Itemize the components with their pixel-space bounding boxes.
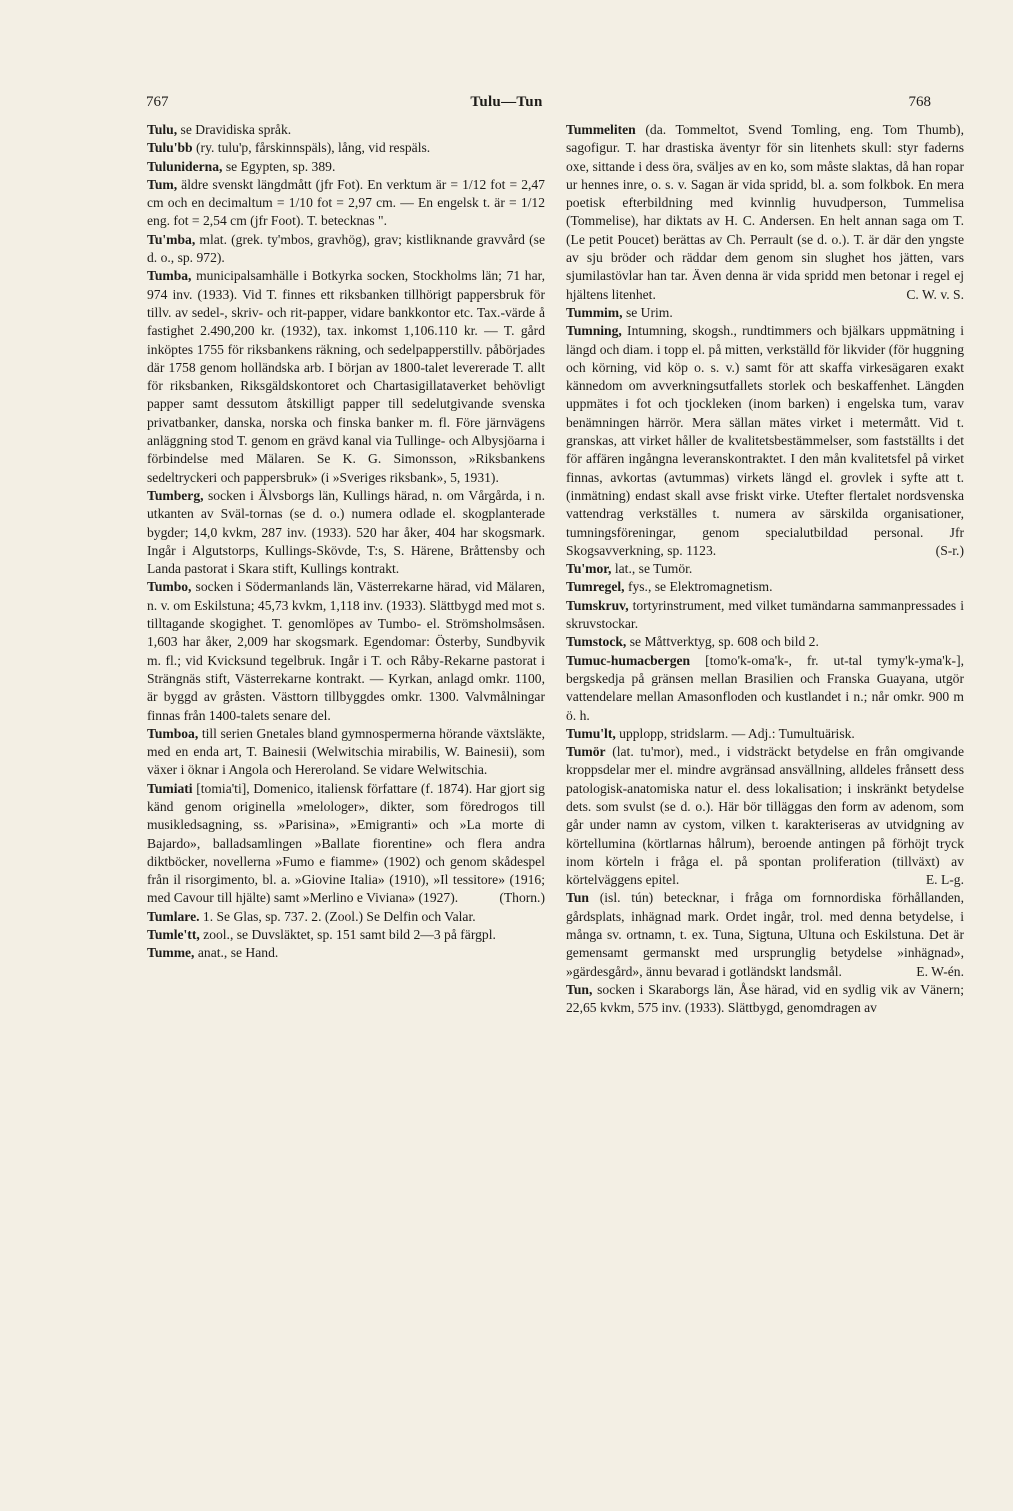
entry-text: tortyrinstrument, med vilket tumändarna sammanpressades i skruvstockar. (566, 597, 964, 632)
dictionary-entry (566, 121, 964, 304)
entry-signature: (S-r.) (935, 542, 964, 558)
running-title: Tulu—Tun (470, 94, 543, 110)
entry-headword: Tumning, (566, 323, 622, 339)
dictionary-entry (147, 176, 545, 231)
entry-text: Intumning, skogsh., rundtimmers och bjälkars uppmätning i längd och diam. i topp el. på mitten, verkställd för likvider (för huggning och körning, vid köp o. s. v.) samt för att skaffa virkesägaren exakt kännedom om avverkningsutfallets storlek och beskaffenhet. Längden uppmätes i fot och tjockleken (inom barken) i engelska tum, varav benämningen härrör. Mera sällan mätes virket i metermått. Vid t. granskas, att virket håller de kvalitetsbestämmelser, som fastställts i det för affären ingångna leveranskontraktet. I den mån kvalitetsfel på virket finnas, avkortas (avtummas) virkets längd el. grovlek i syfte att t. (inmätning) endast skall avse friskt virke. Utefter flertalet nordsvenska vattendrag verkställes t. numera av särskilda organisationer, tumningsföreningar, genom specialutbildad personal. Jfr Skogsavverkning, sp. 1123. (566, 323, 964, 558)
entry-headword: Tumstock, (566, 634, 627, 650)
entry-headword: Tumberg, (147, 487, 204, 503)
entry-text: mlat. (grek. ty'mbos, gravhög), grav; kistliknande gravvård (se d. o., sp. 972). (147, 231, 545, 266)
dictionary-entry (147, 231, 545, 268)
dictionary-entry (566, 560, 964, 578)
dictionary-entry (566, 304, 964, 322)
entry-text: zool., se Duvsläktet, sp. 151 samt bild 2—3 på färgpl. (203, 927, 496, 943)
entry-headword: Tumör (566, 744, 606, 760)
dictionary-entry (147, 780, 545, 908)
entry-headword: Tumregel, (566, 579, 625, 595)
dictionary-entry (147, 926, 545, 944)
entry-text: socken i Älvsborgs län, Kullings härad, n. om Vårgårda, i n. utkanten av Sväl-tornas (se d. o.) numera odlade el. skogplanterade bygder; 14,0 kvkm, 287 inv. (1933). 520 har åker, 404 har skogsmark. Ingår i Algutstorps, Kullings-Skövde, T:s, S. Härene, Bråttensby och Landa pastorat i Skara stift, Kullings kontrakt. (147, 487, 545, 577)
entry-headword: Tumbo, (147, 579, 192, 595)
entry-text: äldre svenskt längdmått (jfr Fot). En verktum är = 1/12 fot = 2,47 cm och en decimaltum = 1/10 fot = 2,97 cm. — En engelsk t. är = 1/12 eng. fot = 2,54 cm (jfr Foot). T. betecknas ". (147, 176, 545, 229)
entry-text: (da. Tommeltot, Svend Tomling, eng. Tom Thumb), sagofigur. T. har drastiska äventyr för sin litenhets skull: styr faderns oxe, sittande i dess öra, sväljes av en ko, som måste slaktas, då han ropar ur hennes inre, o. s. v. Sagan är vida spridd, bl. a. som folkbok. En mera poetisk efterbildning med kvinnlig huvudperson, Tummelisa (Tommelise), har diktats av H. C. Andersen. En helt annan saga om T. (Le petit Poucet) berättas av Ch. Perrault (se d. o.). T. är där den yngste av sju bröder och räddar dem genom sin slughet hos jätten, vars sjumilastövlar han tar. Även denna är vida spridd men betonar i regel ej hjältens litenhet. (566, 122, 964, 302)
entry-text: (isl. tún) betecknar, i fråga om fornnordiska förhållanden, gårdsplats, inhägnad mark. Ordet ingår, trol. med denna betydelse, i många sv. ortnamn, t. ex. Tuna, Sigtuna, Ultuna och Eskilstuna. Det är gemensamt germanskt med ursprunglig betydelse »inhägnad», »gärdesgård», ännu bevarad i gotländskt landsmål. (566, 890, 964, 979)
dictionary-entry (147, 158, 545, 176)
dictionary-entry (566, 725, 964, 743)
entry-headword: Tulu, (147, 122, 178, 137)
right-column (566, 121, 964, 1018)
dictionary-entry (566, 889, 964, 980)
entry-headword: Tumboa, (147, 725, 199, 741)
left-column (147, 121, 545, 963)
entry-text: [tomia'ti], Domenico, italiensk författare (f. 1874). Har gjort sig känd genom originella »melologer», dikter, som föredrogos till musikledsagning, ss. »Parisina», »Emigranti» och »La morte di Bajardo», balladsamlingen »Ballate fiorentine» och flera andra diktböcker, novellerna »Fumo e fiamme» (1902) och genom skådespel från il risorgimento, bl. a. »Giovine Italia» (1910), »Il tessitore» (1916; med Cavour till hjälte) samt »Merlino e Viviana» (1927). (147, 780, 545, 906)
entry-text: se Måttverktyg, sp. 608 och bild 2. (629, 634, 819, 650)
dictionary-entry (566, 633, 964, 651)
entry-headword: Tulu'bb (147, 140, 193, 156)
dictionary-entry (147, 944, 545, 962)
entry-headword: Tumuc-humacbergen (566, 652, 691, 668)
dictionary-entry (566, 743, 964, 889)
entry-text: [tomo'k-oma'k-, fr. ut-tal tymy'k-yma'k-], bergskedja på gränsen mellan Brasilien och Franska Guayana, utgör vattendelare mellan Amasonfloden och kustlandet i n.; når omkr. 900 m ö. h. (566, 652, 964, 723)
entry-headword: Tun, (566, 981, 593, 997)
dictionary-entry (566, 322, 964, 560)
entry-signature: (Thorn.) (499, 890, 545, 906)
entry-signature: E. W-én. (916, 963, 964, 979)
entry-signature: E. L-g. (925, 872, 964, 888)
entry-text: (ry. tulu'p, fårskinnspäls), lång, vid respäls. (196, 140, 431, 156)
entry-headword: Tumiati (147, 780, 193, 796)
dictionary-entry (147, 725, 545, 780)
entry-text: socken i Södermanlands län, Västerrekarne härad, vid Mälaren, n. v. om Eskilstuna; 45,73 kvkm, 1,118 inv. (1933). Slättbygd med mot s. tilltagande skogighet. T. genomlöpes av Tumbo- el. Strömsholmsåsen. 1,603 har åker, 2,009 har skogsmark. Egendomar: Österby, Sundbyvik m. fl.; vid Kvicksund tegelbruk. Ingår i T. och Råby-Rekarne pastorat i Strängnäs stift, Västerrekarne kontrakt. — Kyrkan, anlagd omkr. 1100, är byggd av gråsten. Västtorn tillbyggdes omkr. 1300. Valvmålningar finnas från 1400-talets senare del. (147, 579, 545, 723)
entry-headword: Tumlare. (147, 908, 200, 924)
entry-headword: Tumme, (147, 945, 195, 961)
entry-text: municipalsamhälle i Botkyrka socken, Stockholms län; 71 har, 974 inv. (1933). Vid T. finnes ett riksbanken tillhörigt pappersbruk för tillv. av sedel-, skriv- och rit-papper, vidare bankkontor etc. Tax.-värde å fastighet 2.490,200 kr. (1932), tax. inkomst 1,106.110 kr. — T. gård inköptes 1755 för riksbankens räkning, och sedelpapperstillv. påbörjades där 1758 genom holländska arb. I början av 1800-talet levererade T. allt för riksbanken, Riksgäldskontoret och Chartasigillataverket behövligt papper samt dessutom åtskilligt papper till sedelutgivande svenska privatbanker, danska, norska och finska banker m. fl. Före järnvägens anläggning stod T. genom en grävd kanal via Tullinge- och Albysjöarna i förbindelse med Mälaren. Se K. G. Simonsson, »Riksbankens sedeltryckeri och pappersbruk» (i »Sveriges riksbank», 5, 1931). (147, 268, 545, 485)
dictionary-entry (147, 578, 545, 724)
dictionary-entry (566, 981, 964, 1018)
entry-headword: Tumu'lt, (566, 725, 616, 741)
entry-text: se Urim. (625, 304, 673, 320)
entry-headword: Tum, (147, 176, 178, 192)
left-page-number: 767 (146, 94, 169, 110)
entry-headword: Tummeliten (566, 122, 636, 137)
entry-text: se Dravidiska språk. (180, 122, 292, 137)
entry-text: 1. Se Glas, sp. 737. 2. (Zool.) Se Delfin och Valar. (202, 908, 476, 924)
right-page-number: 768 (908, 94, 931, 110)
entry-headword: Tun (566, 890, 589, 906)
entry-text: se Egypten, sp. 389. (225, 158, 336, 174)
dictionary-entry (147, 121, 545, 139)
dictionary-entry (566, 578, 964, 596)
entry-headword: Tumskruv, (566, 597, 629, 613)
entry-text: fys., se Elektromagnetism. (627, 579, 773, 595)
entry-text: upplopp, stridslarm. — Adj.: Tumultuärisk. (619, 725, 855, 741)
entry-headword: Tumba, (147, 268, 192, 284)
entry-headword: Tummim, (566, 304, 623, 320)
entry-signature: C. W. v. S. (906, 286, 964, 302)
entry-headword: Tumle'tt, (147, 927, 200, 943)
entry-headword: Tu'mba, (147, 231, 196, 247)
entry-text: till serien Gnetales bland gymnospermerna hörande växtsläkte, med en enda art, T. Bainesii (Welwitschia mirabilis, W. Bainesii), som växer i öknar i Angola och Hereroland. Se vidare Welwitschia. (147, 725, 545, 778)
entry-text: anat., se Hand. (197, 945, 279, 961)
dictionary-entry (147, 267, 545, 487)
entry-text: lat., se Tumör. (614, 561, 693, 577)
dictionary-entry (147, 487, 545, 578)
dictionary-entry (147, 139, 545, 157)
entry-headword: Tu'mor, (566, 561, 612, 577)
entry-text: socken i Skaraborgs län, Åse härad, vid en sydlig vik av Vänern; 22,65 kvkm, 575 inv. (1933). Slättbygd, genomdragen av (566, 981, 964, 1016)
dictionary-entry (566, 597, 964, 634)
entry-headword: Tuluniderna, (147, 158, 223, 174)
dictionary-entry (566, 652, 964, 725)
entry-text: (lat. tu'mor), med., i vidsträckt betydelse en från omgivande kroppsdelar mer el. mindre avgränsad ansvällning, alldeles frånsett dess patologisk-anatomiska natur el. dess lokalisation; i inskränkt betydelse dets. som svulst (se d. o.). Här bör tilläggas den form av adenom, som går under namn av cystom, vilken t. karakteriseras av utvidgning av körtellumina (körtlarnas hålrum), beroende antingen på förhöjt tryck inom körteln i fråga el. på spontan proliferation (tillväxt) av körtelväggens epitel. (566, 744, 964, 888)
dictionary-entry (147, 908, 545, 926)
